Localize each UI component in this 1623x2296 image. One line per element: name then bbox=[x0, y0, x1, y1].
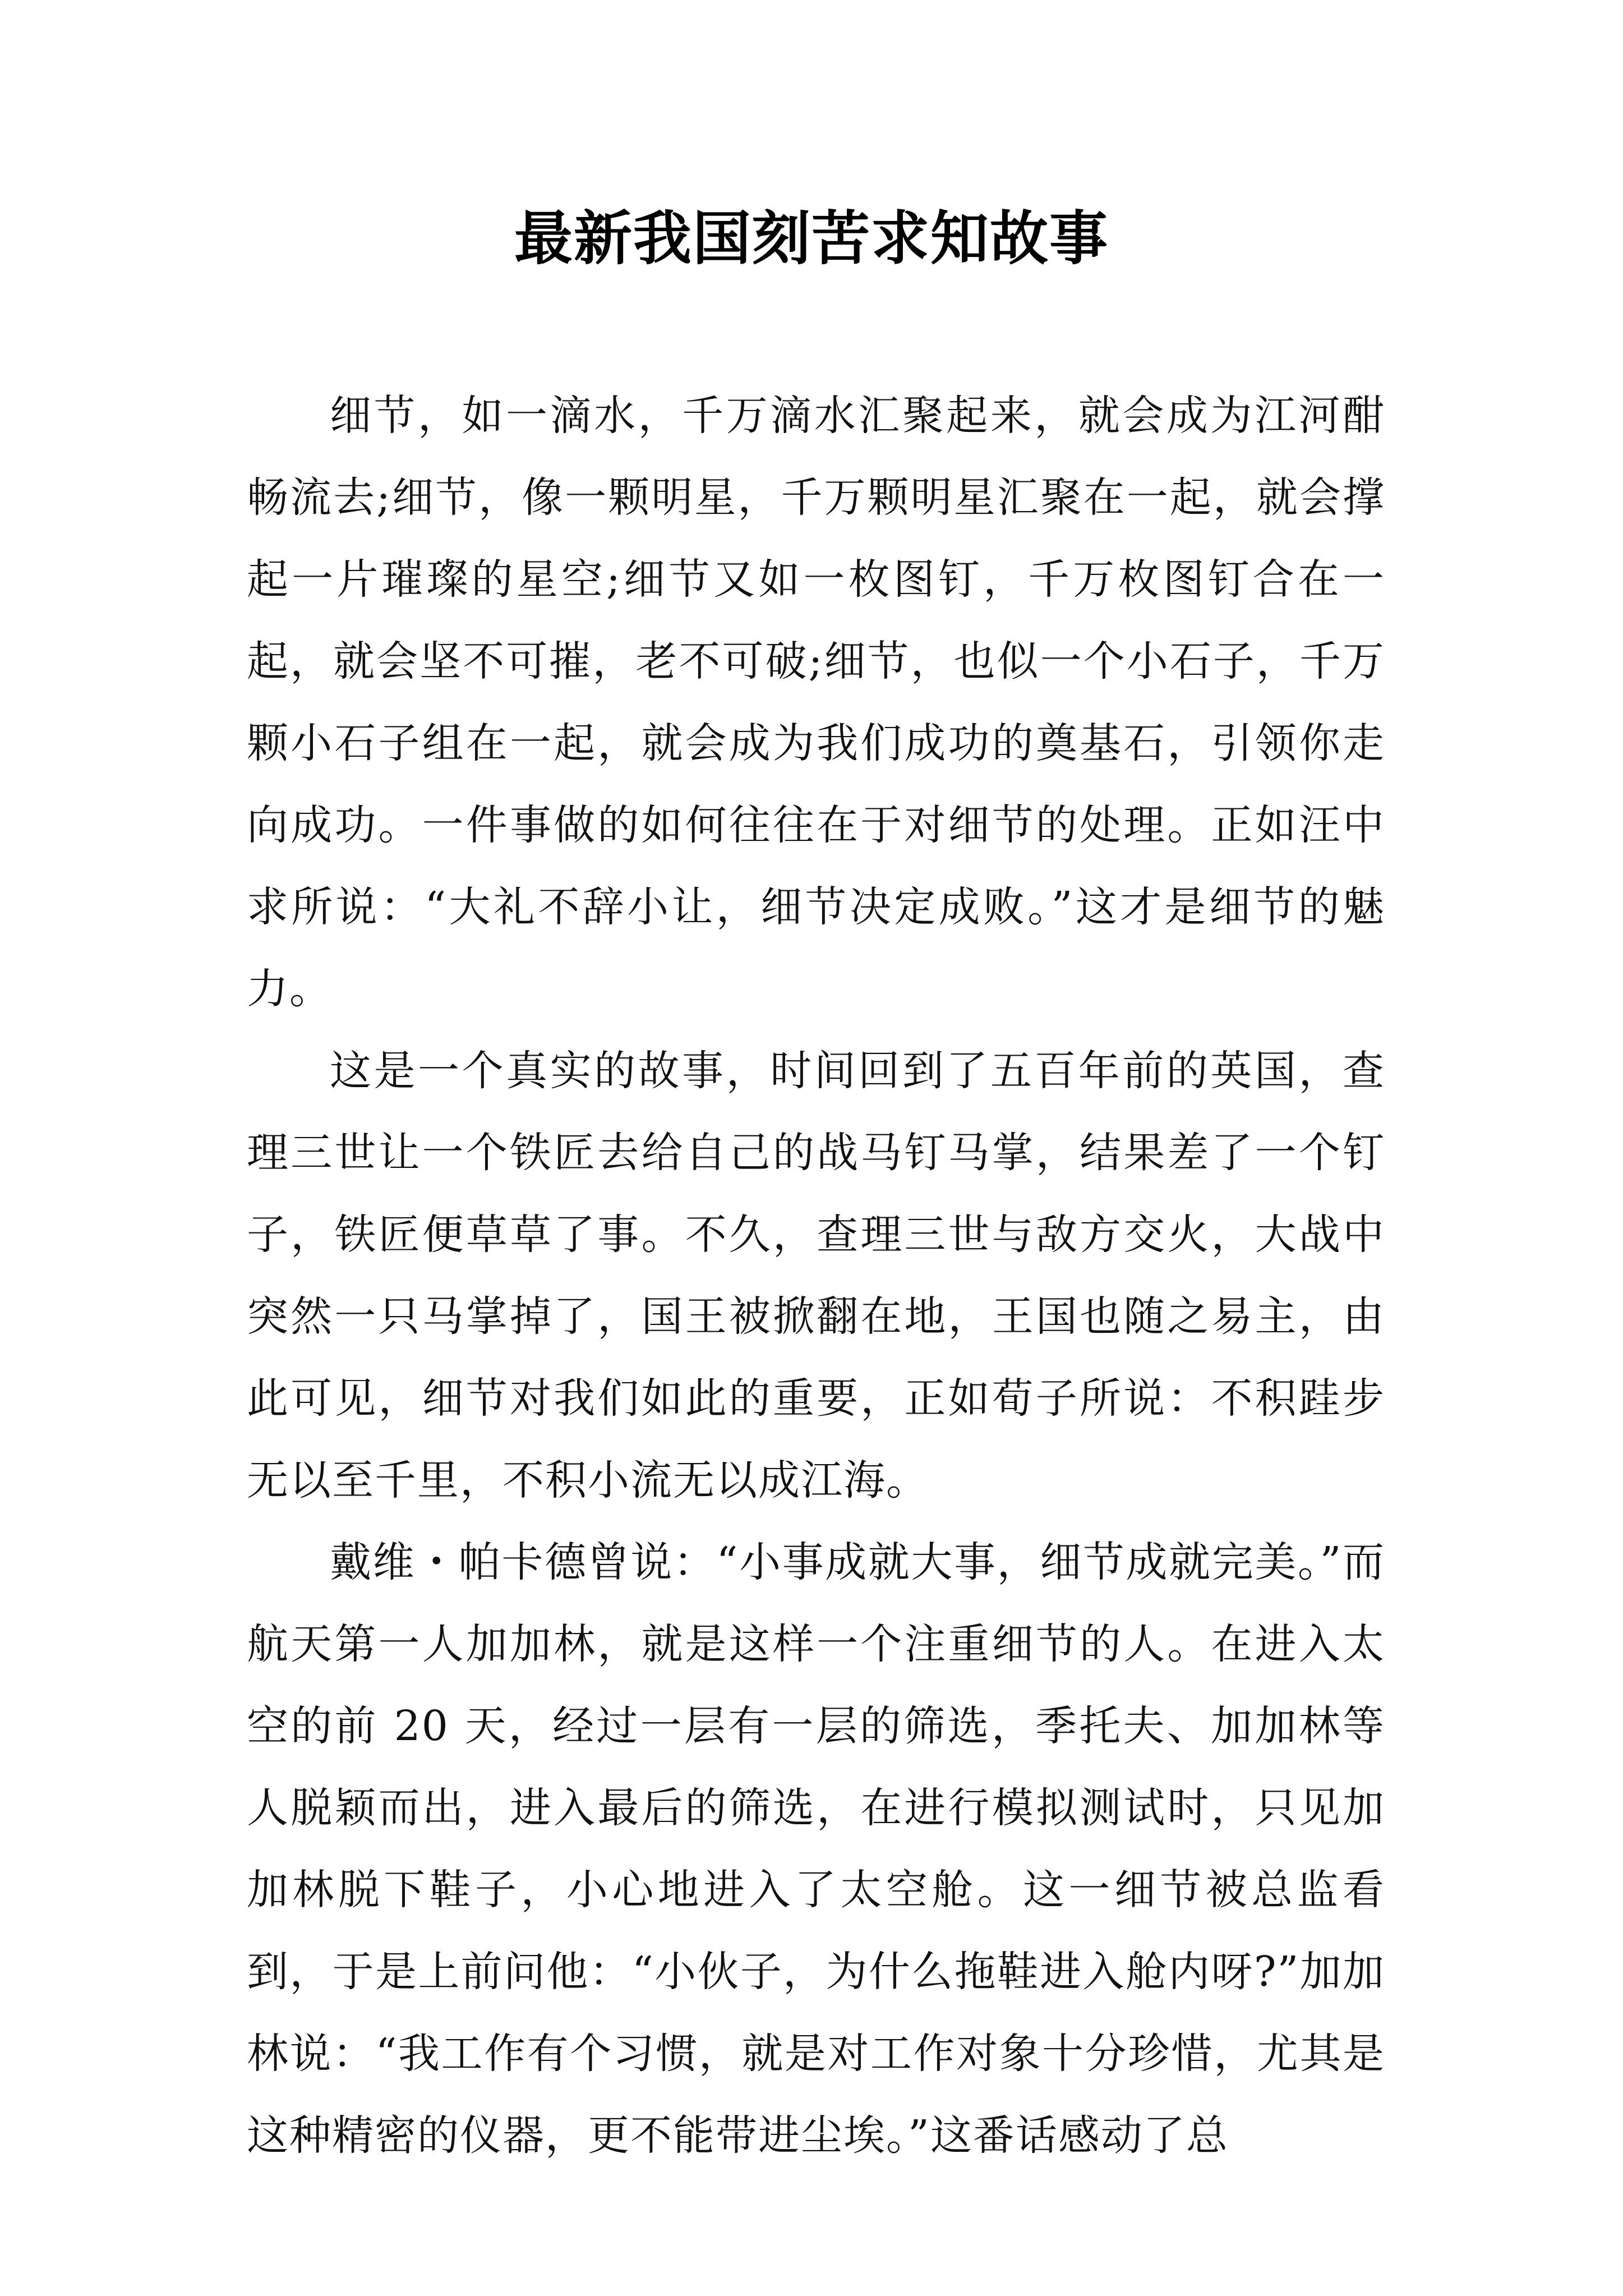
paragraph-3: 戴维・帕卡德曾说：“小事成就大事，细节成就完美。”而航天第一人加加林，就是这样一个注重细节的人。在进入太空的前 20 天，经过一层有一层的筛选，季托夫、加加林等人脱颖而出，进入最后的筛选，在进行模拟测试时，只见加加林脱下鞋子，小心地进入了太空舱。这一细节被总监看到，于是上前问他：“小伙子，为什么拖鞋进入舱内呀?”加加林说：“我工作有个习惯，就是对工作对象十分珍惜，尤其是这种精密的仪器，更不能带进尘埃。”这番话感动了总 bbox=[247, 1538, 1385, 2160]
document-body bbox=[247, 375, 1385, 2177]
document-title: 最新我国刻苦求知故事 bbox=[514, 204, 1109, 273]
paragraph-1: 细节，如一滴水，千万滴水汇聚起来，就会成为江河酣畅流去;细节，像一颗明星，千万颗明星汇聚在一起，就会撑起一片璀璨的星空;细节又如一枚图钉，千万枚图钉合在一起，就会坚不可摧，老不可破;细节，也似一个小石子，千万颗小石子组在一起，就会成为我们成功的奠基石，引领你走向成功。一件事做的如何往往在于对细节的处理。正如汪中求所说：“大礼不辞小让，细节决定成败。”这才是细节的魅力。 bbox=[247, 392, 1385, 1013]
paragraph-2: 这是一个真实的故事，时间回到了五百年前的英国，查理三世让一个铁匠去给自己的战马钉马掌，结果差了一个钉子，铁匠便草草了事。不久，查理三世与敌方交火，大战中突然一只马掌掉了，国王被掀翻在地，王国也随之易主，由此可见，细节对我们如此的重要，正如荀子所说：不积跬步无以至千里，不积小流无以成江海。 bbox=[247, 1047, 1385, 1504]
